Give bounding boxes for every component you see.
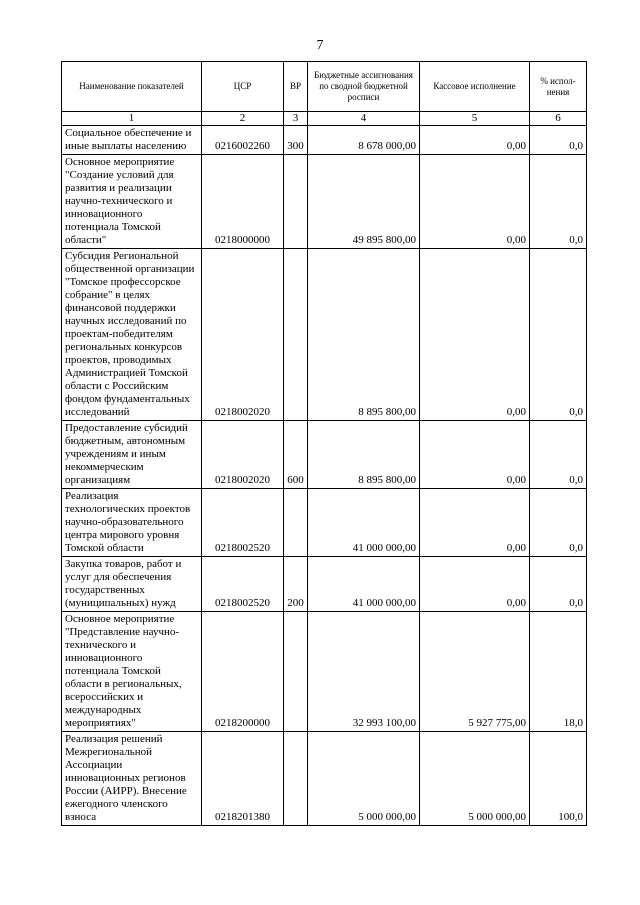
budget-amount: 5 000 000,00: [308, 732, 420, 826]
csr-code: 0218002020: [202, 249, 284, 421]
execution-amount: 0,00: [420, 489, 530, 557]
execution-percent: 18,0: [530, 612, 587, 732]
budget-amount: 8 895 800,00: [308, 421, 420, 489]
vr-code: [284, 155, 308, 249]
column-number: 5: [420, 112, 530, 126]
vr-code: [284, 732, 308, 826]
csr-code: 0218201380: [202, 732, 284, 826]
header-indicator-name: Наименование показателей: [62, 62, 202, 112]
vr-code: 300: [284, 126, 308, 155]
indicator-name: Основное мероприятие "Представление научно-технического и инновационного потенциала Томской области в региональных, всероссийских и международных мероприятиях": [62, 612, 202, 732]
indicator-name: Реализация технологических проектов научно-образовательного центра мирового уровня Томской области: [62, 489, 202, 557]
indicator-name: Закупка товаров, работ и услуг для обеспечения государственных (муниципальных) нужд: [62, 557, 202, 612]
budget-amount: 49 895 800,00: [308, 155, 420, 249]
vr-code: 600: [284, 421, 308, 489]
column-number: 3: [284, 112, 308, 126]
indicator-name: Социальное обеспечение и иные выплаты населению: [62, 126, 202, 155]
header-execution-percent: % испол-нения: [530, 62, 587, 112]
execution-percent: 0,0: [530, 126, 587, 155]
column-number: 4: [308, 112, 420, 126]
vr-code: 200: [284, 557, 308, 612]
table-row: [62, 612, 587, 732]
header-csr: ЦСР: [202, 62, 284, 112]
execution-amount: 5 927 775,00: [420, 612, 530, 732]
budget-amount: 41 000 000,00: [308, 489, 420, 557]
execution-amount: 0,00: [420, 557, 530, 612]
table-row: [62, 732, 587, 826]
table-row: [62, 421, 587, 489]
table-row: [62, 155, 587, 249]
csr-code: 0216002260: [202, 126, 284, 155]
table-row: [62, 126, 587, 155]
page-number: 7: [316, 38, 324, 53]
csr-code: 0218002020: [202, 421, 284, 489]
header-budget-allocations: Бюджетные ассигнования по сводной бюджетной росписи: [308, 62, 420, 112]
execution-amount: 0,00: [420, 421, 530, 489]
indicator-name: Субсидия Региональной общественной организации "Томское профессорское собрание" в целях финансовой поддержки научных исследований по проектам-победителям региональных конкурсов проектов, проводимых Администрацией Томской области с Российским фондом фундаментальных исследований: [62, 249, 202, 421]
budget-amount: 41 000 000,00: [308, 557, 420, 612]
column-number: 1: [62, 112, 202, 126]
budget-amount: 8 895 800,00: [308, 249, 420, 421]
execution-percent: 0,0: [530, 155, 587, 249]
execution-percent: 0,0: [530, 421, 587, 489]
vr-code: [284, 489, 308, 557]
csr-code: 0218002520: [202, 489, 284, 557]
budget-execution-table: [61, 61, 587, 826]
csr-code: 0218000000: [202, 155, 284, 249]
table-row: [62, 489, 587, 557]
header-vr: ВР: [284, 62, 308, 112]
budget-amount: 8 678 000,00: [308, 126, 420, 155]
execution-percent: 0,0: [530, 557, 587, 612]
execution-percent: 100,0: [530, 732, 587, 826]
budget-amount: 32 993 100,00: [308, 612, 420, 732]
execution-amount: 0,00: [420, 155, 530, 249]
csr-code: 0218200000: [202, 612, 284, 732]
column-number: 6: [530, 112, 587, 126]
indicator-name: Реализация решений Межрегиональной Ассоциации инновационных регионов России (АИРР). Внесение ежегодного членского взноса: [62, 732, 202, 826]
header-cash-execution: Кассовое исполнение: [420, 62, 530, 112]
column-number-row: [62, 112, 587, 126]
table-row: [62, 557, 587, 612]
vr-code: [284, 249, 308, 421]
execution-amount: 0,00: [420, 126, 530, 155]
execution-amount: 5 000 000,00: [420, 732, 530, 826]
vr-code: [284, 612, 308, 732]
csr-code: 0218002520: [202, 557, 284, 612]
execution-amount: 0,00: [420, 249, 530, 421]
execution-percent: 0,0: [530, 249, 587, 421]
column-number: 2: [202, 112, 284, 126]
table-row: [62, 249, 587, 421]
header-row: [62, 62, 587, 112]
indicator-name: Основное мероприятие "Создание условий для развития и реализации научно-технического и инновационного потенциала Томской области": [62, 155, 202, 249]
indicator-name: Предоставление субсидий бюджетным, автономным учреждениям и иным некоммерческим организациям: [62, 421, 202, 489]
execution-percent: 0,0: [530, 489, 587, 557]
